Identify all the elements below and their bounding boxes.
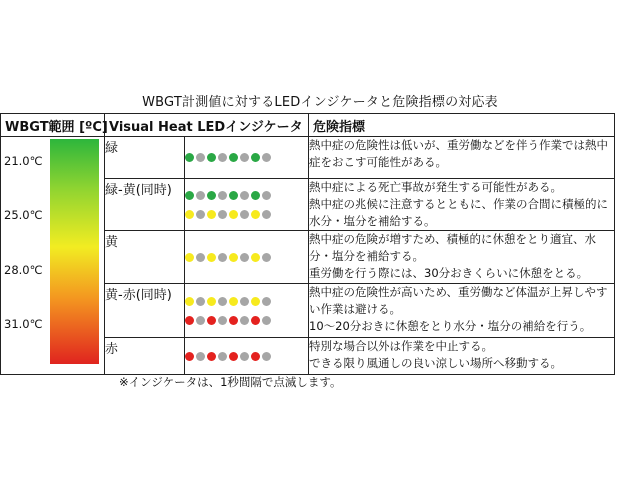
led-dot-yellow — [251, 297, 260, 306]
led-dot-gray — [218, 253, 227, 262]
wbgt-scale — [1, 137, 105, 375]
led-dot-green — [207, 191, 216, 200]
risk-line: い作業は避ける。 — [309, 302, 401, 316]
risk-line: 熱中症の危険性が高いため、重労働など体温が上昇しやす — [309, 285, 608, 299]
wbgt-table — [0, 113, 615, 375]
led-dot-gray — [240, 253, 249, 262]
led-dot-red — [185, 352, 194, 361]
risk-description — [309, 179, 615, 231]
risk-line: 特別な場合以外は作業を中止する。 — [309, 339, 493, 353]
led-dot-gray — [262, 191, 271, 200]
header-range: WBGT範囲 [ºC] — [1, 114, 105, 137]
led-dot-green — [207, 153, 216, 162]
wbgt-gradient-bar — [50, 139, 99, 364]
led-dot-red — [207, 316, 216, 325]
led-dot-red — [207, 352, 216, 361]
led-dot-gray — [218, 352, 227, 361]
led-dot-gray — [196, 297, 205, 306]
led-dot-gray — [196, 210, 205, 219]
led-dot-yellow — [185, 210, 194, 219]
led-dot-green — [251, 153, 260, 162]
led-dot-yellow — [229, 253, 238, 262]
header-led: Visual Heat LEDインジケータ — [105, 114, 309, 137]
led-dot-gray — [240, 297, 249, 306]
led-dot-red — [229, 352, 238, 361]
level-label: 緑 — [105, 137, 185, 179]
risk-line: 症をおこす可能性がある。 — [309, 155, 447, 169]
led-dot-gray — [240, 153, 249, 162]
led-indicator — [185, 284, 309, 338]
led-dot-gray — [240, 352, 249, 361]
risk-description — [309, 338, 615, 375]
level-label: 黄-赤(同時) — [105, 284, 185, 338]
risk-line: 水分・塩分を補給する。 — [309, 214, 436, 228]
led-dot-gray — [196, 316, 205, 325]
led-dot-gray — [262, 297, 271, 306]
led-dot-gray — [240, 210, 249, 219]
led-dot-row — [185, 295, 308, 308]
scale-label-28: 28.0℃ — [4, 263, 43, 277]
scale-label-21: 21.0℃ — [4, 154, 43, 168]
level-label: 赤 — [105, 338, 185, 375]
led-dot-gray — [262, 352, 271, 361]
led-dot-gray — [218, 210, 227, 219]
led-dot-yellow — [251, 253, 260, 262]
led-dot-green — [251, 191, 260, 200]
risk-line: 熱中症の兆候に注意するとともに、作業の合間に積極的に — [309, 197, 608, 211]
risk-line: 分・塩分を補給する。 — [309, 249, 424, 263]
led-dot-row — [185, 314, 308, 327]
scale-label-25: 25.0℃ — [4, 208, 43, 222]
led-dot-green — [229, 153, 238, 162]
led-dot-gray — [262, 210, 271, 219]
level-label: 黄 — [105, 231, 185, 284]
led-indicator — [185, 231, 309, 284]
led-dot-green — [229, 191, 238, 200]
risk-description — [309, 137, 615, 179]
led-dot-green — [185, 191, 194, 200]
led-dot-row — [185, 151, 308, 164]
risk-line: 熱中症の危険性は低いが、重労働などを伴う作業では熱中 — [309, 138, 608, 152]
level-label: 緑-黄(同時) — [105, 179, 185, 231]
led-indicator — [185, 179, 309, 231]
risk-line: できる限り風通しの良い涼しい場所へ移動する。 — [309, 356, 562, 370]
led-dot-gray — [218, 297, 227, 306]
led-dot-row — [185, 208, 308, 221]
risk-description — [309, 284, 615, 338]
led-dot-red — [185, 316, 194, 325]
led-dot-yellow — [207, 297, 216, 306]
led-indicator — [185, 338, 309, 375]
led-dot-yellow — [185, 297, 194, 306]
led-dot-red — [251, 316, 260, 325]
led-dot-gray — [218, 316, 227, 325]
led-dot-yellow — [207, 210, 216, 219]
led-dot-yellow — [185, 253, 194, 262]
led-dot-row — [185, 251, 308, 264]
led-dot-gray — [196, 191, 205, 200]
risk-line: 重労働を行う際には、30分おきくらいに休憩をとる。 — [309, 266, 589, 280]
led-indicator — [185, 137, 309, 179]
led-dot-yellow — [207, 253, 216, 262]
led-dot-yellow — [251, 210, 260, 219]
footnote: ※インジケータは、1秒間隔で点滅します。 — [119, 375, 342, 389]
scale-label-31: 31.0℃ — [4, 317, 43, 331]
led-dot-gray — [218, 153, 227, 162]
risk-description — [309, 231, 615, 284]
risk-line: 熱中症の危険が増すため、積極的に休憩をとり適宜、水 — [309, 232, 597, 246]
risk-line: 熱中症による死亡事故が発生する可能性がある。 — [309, 180, 562, 194]
led-dot-green — [185, 153, 194, 162]
risk-line: 10～20分おきに休憩をとり水分・塩分の補給を行う。 — [309, 319, 592, 333]
led-dot-gray — [240, 191, 249, 200]
led-dot-red — [251, 352, 260, 361]
led-dot-gray — [262, 316, 271, 325]
led-dot-gray — [262, 153, 271, 162]
led-dot-gray — [196, 153, 205, 162]
led-dot-yellow — [229, 210, 238, 219]
led-dot-gray — [262, 253, 271, 262]
led-dot-row — [185, 350, 308, 363]
led-dot-red — [229, 316, 238, 325]
table-title: WBGT計測値に対するLEDインジケータと危険指標の対応表 — [142, 95, 498, 110]
led-dot-yellow — [229, 297, 238, 306]
led-dot-gray — [196, 352, 205, 361]
led-dot-gray — [240, 316, 249, 325]
led-dot-row — [185, 189, 308, 202]
led-dot-gray — [196, 253, 205, 262]
led-dot-gray — [218, 191, 227, 200]
header-risk: 危険指標 — [309, 114, 615, 137]
